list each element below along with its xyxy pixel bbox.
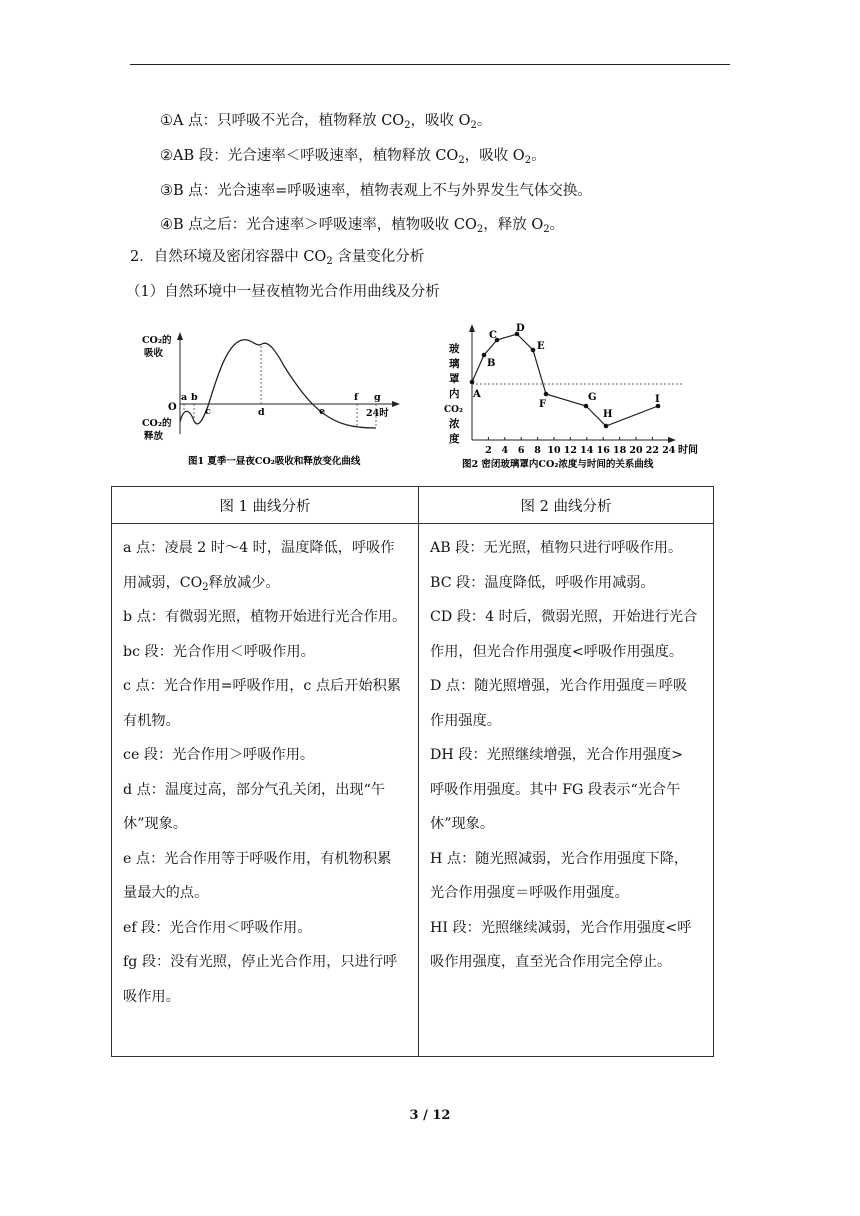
fig2-tick-label: 8 [534, 445, 541, 456]
fig2-ylabel-char: 度 [449, 433, 460, 445]
table-line: fg 段：没有光照，停止光合作用，只进行呼 [123, 954, 398, 970]
fig1-caption: 图1 夏季一昼夜CO₂吸收和释放变化曲线 [188, 456, 361, 467]
table-line: 有机物。 [123, 712, 180, 729]
fig2-point-C: C [489, 330, 497, 341]
fig1-point-b: b [191, 392, 198, 403]
fig2-point-H: H [603, 409, 613, 420]
table-line: HI 段：光照继续减弱，光合作用强度<呼 [430, 919, 692, 936]
fig2-point-I: I [655, 394, 660, 405]
fig2-ylabel-char: 浓 [449, 418, 460, 430]
fig2-tick-label: 2 [485, 445, 492, 456]
table-line: 休”现象。 [430, 816, 495, 832]
fig2-ylabel [444, 342, 463, 445]
table-line: 休”现象。 [123, 816, 188, 832]
table-line: 吸作用。 [123, 988, 180, 1005]
fig2-tick-label: 16 [596, 445, 610, 456]
table-line: 光合作用强度＝呼吸作用强度。 [430, 885, 629, 901]
fig2-tick-label: 22 [645, 445, 660, 456]
table-line: D 点：随光照增强，光合作用强度＝呼吸 [430, 678, 688, 694]
fig2-ylabel-char: 内 [449, 388, 460, 400]
fig2-ylabel-char: CO₂ [444, 405, 463, 415]
fig2-point-E: E [537, 341, 545, 352]
fig1-point-e: e [319, 406, 326, 417]
figure-1 [138, 326, 408, 471]
table-header-fig2: 图 2 曲线分析 [419, 487, 714, 524]
fig2-curve [472, 334, 658, 426]
fig1-ylabel-top-2: 吸收 [144, 348, 164, 359]
table-line: ce 段：光合作用＞呼吸作用。 [123, 747, 315, 763]
fig1-ylabel-bottom-1: CO₂的 [142, 418, 172, 429]
section-heading: 2．自然环境及密闭容器中 $CO_2$ 含量变化分析 [130, 249, 425, 267]
fig2-caption: 图2 密闭玻璃罩内CO₂浓度与时间的关系曲线 [462, 459, 654, 470]
fig2-xlabel: 时间 [678, 445, 698, 456]
subsection-heading: （1）自然环境中一昼夜植物光合作用曲线及分析 [126, 284, 440, 300]
fig1-point-f: f [354, 392, 359, 403]
fig2-tick-label: 4 [501, 445, 509, 456]
fig1-x-end: 24时 [366, 408, 389, 419]
fig2-point-D: D [516, 323, 525, 334]
fig2-dot-E [531, 348, 536, 353]
fig2-point-B: B [487, 358, 496, 369]
fig2-point-A: A [473, 389, 481, 400]
table-line: 作用强度。 [430, 712, 501, 729]
fig2-ylabel-char: 罩 [449, 373, 460, 385]
fig2-point-G: G [588, 392, 597, 403]
table-line: AB 段：无光照，植物只进行呼吸作用。 [430, 540, 683, 556]
fig2-dot-A [470, 380, 475, 385]
table-line: 吸作用强度，直至光合作用完全停止。 [430, 954, 672, 970]
fig2-ylabel-char: 璃 [449, 358, 460, 370]
page-number: 3 / 12 [409, 1108, 451, 1123]
fig2-dot-F [544, 392, 549, 397]
fig2-tick-label: 20 [629, 445, 643, 456]
table-line: a 点：凌晨 2 时～4 时，温度降低，呼吸作 [123, 540, 395, 556]
fig1-point-c: c [205, 406, 211, 417]
table-line: 用减弱，$CO_2$释放减少。 [123, 574, 280, 593]
fig1-point-d: d [258, 407, 265, 418]
table-line: BC 段：温度降低，呼吸作用减弱。 [430, 574, 655, 591]
fig1-origin: O [168, 402, 177, 413]
fig2-tick-label: 10 [547, 445, 561, 456]
table-cell-fig2-analysis [420, 525, 712, 980]
point-item: ③B 点：光合速率=呼吸速率，植物表观上不与外界发生气体交换。 [160, 183, 592, 199]
table-line: 作用，但光合作用强度<呼吸作用强度。 [430, 643, 684, 660]
table-line: 量最大的点。 [123, 885, 209, 901]
point-item: ①A 点：只呼吸不光合，植物释放 $CO_2$，吸收 $O_2$。 [160, 113, 492, 131]
fig2-tick-label: 6 [517, 445, 525, 456]
fig2-tick-label: 12 [563, 445, 578, 456]
table-line: DH 段：光照继续增强，光合作用强度> [430, 747, 683, 763]
table-line: 呼吸作用强度。其中 FG 段表示“光合午 [430, 781, 681, 798]
fig2-tick-label: 18 [612, 445, 627, 456]
fig2-tick-label: 24 [662, 445, 676, 456]
table-line: e 点：光合作用等于呼吸作用，有机物积累 [123, 850, 392, 867]
fig2-dot-H [604, 424, 609, 429]
point-item: ④B 点之后：光合速率＞呼吸速率，植物吸收 $CO_2$，释放 $O_2$。 [160, 217, 565, 235]
fig2-dot-G [584, 404, 589, 409]
fig1-point-a: a [181, 392, 188, 403]
table-line: bc 段：光合作用＜呼吸作用。 [123, 643, 315, 660]
table-cell-fig1-analysis [113, 525, 417, 1014]
table-line: d 点：温度过高，部分气孔关闭，出现“午 [123, 781, 386, 798]
header-rule [130, 64, 730, 65]
fig1-point-g: g [374, 392, 381, 403]
fig2-ylabel-char: 玻 [449, 343, 460, 355]
figure-2-axes [469, 324, 676, 443]
analysis-table [111, 486, 714, 1057]
fig2-point-F: F [539, 399, 547, 410]
fig1-ylabel-top-1: CO₂的 [142, 335, 172, 346]
figure-2 [440, 320, 710, 475]
point-item: ②AB 段：光合速率＜呼吸速率，植物释放 $CO_2$，吸收 $O_2$。 [160, 148, 546, 166]
table-header-fig1: 图 1 曲线分析 [112, 487, 419, 524]
table-line: ef 段：光合作用＜呼吸作用。 [123, 919, 312, 936]
fig2-dot-B [482, 353, 487, 358]
table-line: c 点：光合作用=呼吸作用，c 点后开始积累 [123, 678, 401, 694]
table-line: CD 段：4 时后，微弱光照，开始进行光合 [430, 609, 698, 625]
fig1-ylabel-bottom-2: 释放 [144, 431, 164, 442]
table-line: H 点：随光照减弱，光合作用强度下降， [430, 850, 689, 867]
table-line: b 点：有微弱光照，植物开始进行光合作用。 [123, 609, 407, 625]
fig2-tick-label: 14 [580, 445, 594, 456]
